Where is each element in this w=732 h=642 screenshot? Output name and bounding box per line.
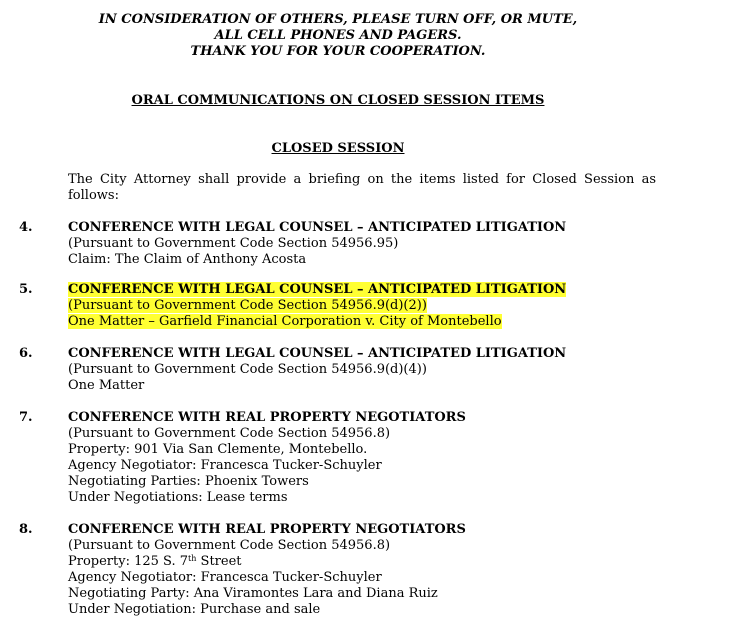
property-ordinal-suffix: th <box>188 554 197 563</box>
notice-line: THANK YOU FOR YOUR COOPERATION. <box>190 44 486 59</box>
item-detail-line: Property: 901 Via San Clemente, Montebello. <box>68 442 368 457</box>
item-detail-line: One Matter <box>68 378 145 393</box>
item-detail-line-highlighted: One Matter – Garfield Financial Corporation v. City of Montebello <box>68 314 502 329</box>
item-number: 5. <box>19 282 33 297</box>
item-detail-line: (Pursuant to Government Code Section 54956.8) <box>68 538 391 553</box>
intro-paragraph: The City Attorney shall provide a briefing on the items listed for Closed Session as follows: <box>68 172 656 203</box>
item-detail-line: Under Negotiations: Lease terms <box>68 490 288 505</box>
item-detail-line: (Pursuant to Government Code Section 54956.95) <box>68 236 399 251</box>
item-detail-line: (Pursuant to Government Code Section 54956.8) <box>68 426 391 441</box>
property-prefix: Property: 125 S. 7 <box>68 554 189 569</box>
item-detail-line: Claim: The Claim of Anthony Acosta <box>68 252 307 267</box>
item-detail-line-highlighted: (Pursuant to Government Code Section 54956.9(d)(2)) <box>68 298 427 313</box>
item-number: 6. <box>19 346 33 361</box>
item-detail-line: Negotiating Party: Ana Viramontes Lara and Diana Ruiz <box>68 586 438 601</box>
item-title: CONFERENCE WITH REAL PROPERTY NEGOTIATORS <box>68 522 466 537</box>
item-detail-line: Agency Negotiator: Francesca Tucker-Schuyler <box>68 570 382 585</box>
item-detail-line: Agency Negotiator: Francesca Tucker-Schuyler <box>68 458 382 473</box>
cell-phone-notice <box>0 12 676 60</box>
item-title-highlighted: CONFERENCE WITH LEGAL COUNSEL – ANTICIPATED LITIGATION <box>68 282 567 297</box>
notice-line: ALL CELL PHONES AND PAGERS. <box>214 28 462 43</box>
item-title: CONFERENCE WITH LEGAL COUNSEL – ANTICIPATED LITIGATION <box>68 346 567 361</box>
closed-session-heading: CLOSED SESSION <box>271 141 405 156</box>
item-detail-line: Under Negotiation: Purchase and sale <box>68 602 321 617</box>
item-number: 4. <box>19 220 33 235</box>
item-property-line <box>68 554 466 570</box>
item-detail-line: Negotiating Parties: Phoenix Towers <box>68 474 309 489</box>
item-number: 7. <box>19 410 33 425</box>
item-title: CONFERENCE WITH REAL PROPERTY NEGOTIATORS <box>68 410 466 425</box>
item-detail-line: (Pursuant to Government Code Section 54956.9(d)(4)) <box>68 362 427 377</box>
item-title: CONFERENCE WITH LEGAL COUNSEL – ANTICIPATED LITIGATION <box>68 220 567 235</box>
oral-communications-heading: ORAL COMMUNICATIONS ON CLOSED SESSION ITEMS <box>131 93 545 108</box>
notice-line: IN CONSIDERATION OF OTHERS, PLEASE TURN OFF, OR MUTE, <box>98 12 578 27</box>
property-suffix: Street <box>196 554 242 569</box>
item-number: 8. <box>19 522 33 537</box>
